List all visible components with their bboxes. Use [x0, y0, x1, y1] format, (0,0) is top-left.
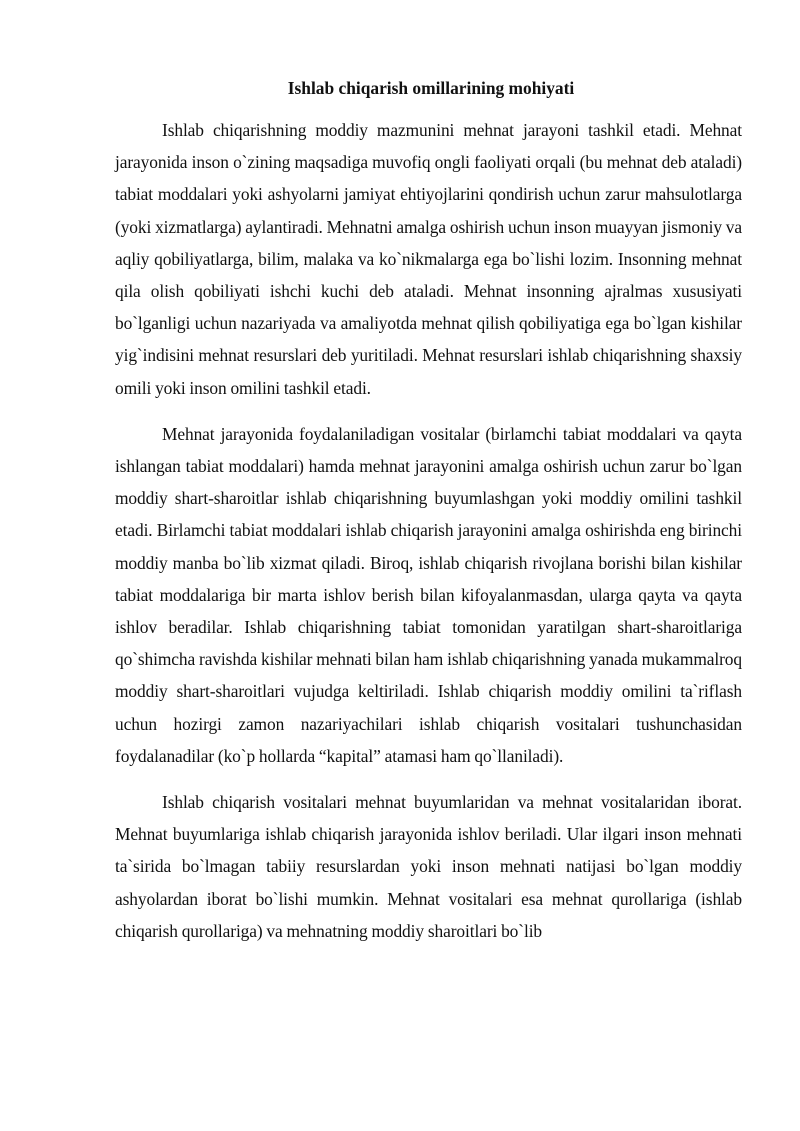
document-body: [115, 74, 742, 961]
paragraph-2: Mehnat jarayonida foydalaniladigan vositalar (birlamchi tabiat moddalari va qayta ishlangan tabiat moddalari) hamda mehnat jarayonini amalga oshirish uchun zarur bo`lgan moddiy shart-sharoitlar ishlab chiqarishning buyumlashgan yoki moddiy omilini tashkil etadi. Birlamchi tabiat moddalari ishlab chiqarish jarayonini amalga oshirishda eng birinchi moddiy manba bo`lib xizmat qiladi. Biroq, ishlab chiqarish rivojlana borishi bilan kishilar tabiat moddalariga bir marta ishlov berish bilan kifoyalanmasdan, ularga qayta va qayta ishlov beradilar. Ishlab chiqarishning tabiat tomonidan yaratilgan shart-sharoitlariga qo`shimcha ravishda kishilar mehnati bilan ham ishlab chiqarishning yanada mukammalroq moddiy shart-sharoitlari vujudga keltiriladi. Ishlab chiqarish moddiy omilini ta`riflash uchun hozirgi zamon nazariyachilari ishlab chiqarish vositalari tushunchasidan foydalanadilar (ko`p hollarda “kapital” atamasi ham qo`llaniladi).: [115, 423, 742, 766]
paragraph-1: Ishlab chiqarishning moddiy mazmunini mehnat jarayoni tashkil etadi. Mehnat jarayonida inson o`zining maqsadiga muvofiq ongli faoliyati orqali (bu mehnat deb ataladi) tabiat moddalari yoki ashyolarni jamiyat ehtiyojlarini qondirish uchun zarur mahsulotlarga (yoki xizmatlarga) aylantiradi. Mehnatni amalga oshirish uchun inson muayyan jismoniy va aqliy qobiliyatlarga, bilim, malaka va ko`nikmalarga ega bo`lishi lozim. Insonning mehnat qila olish qobiliyati ishchi kuchi deb ataladi. Mehnat insonning ajralmas xususiyati bo`lganligi uchun nazariyada va amaliyotda mehnat qilish qobiliyatiga ega bo`lgan kishilar yig`indisini mehnat resurslari deb yuritiladi. Mehnat resurslari ishlab chiqarishning shaxsiy omili yoki inson omilini tashkil etadi.: [115, 120, 742, 398]
document-title: Ishlab chiqarish omillarining mohiyati: [287, 78, 575, 98]
paragraph-3: Ishlab chiqarish vositalari mehnat buyumlaridan va mehnat vositalaridan iborat. Mehnat buyumlariga ishlab chiqarish jarayonida ishlov beriladi. Ular ilgari inson mehnati ta`sirida bo`lmagan tabiiy resurslardan yoki inson mehnati natijasi bo`lgan moddiy ashyolardan iborat bo`lishi mumkin. Mehnat vositalari esa mehnat qurollariga (ishlab chiqarish qurollariga) va mehnatning moddiy sharoitlari bo`lib: [115, 792, 742, 941]
